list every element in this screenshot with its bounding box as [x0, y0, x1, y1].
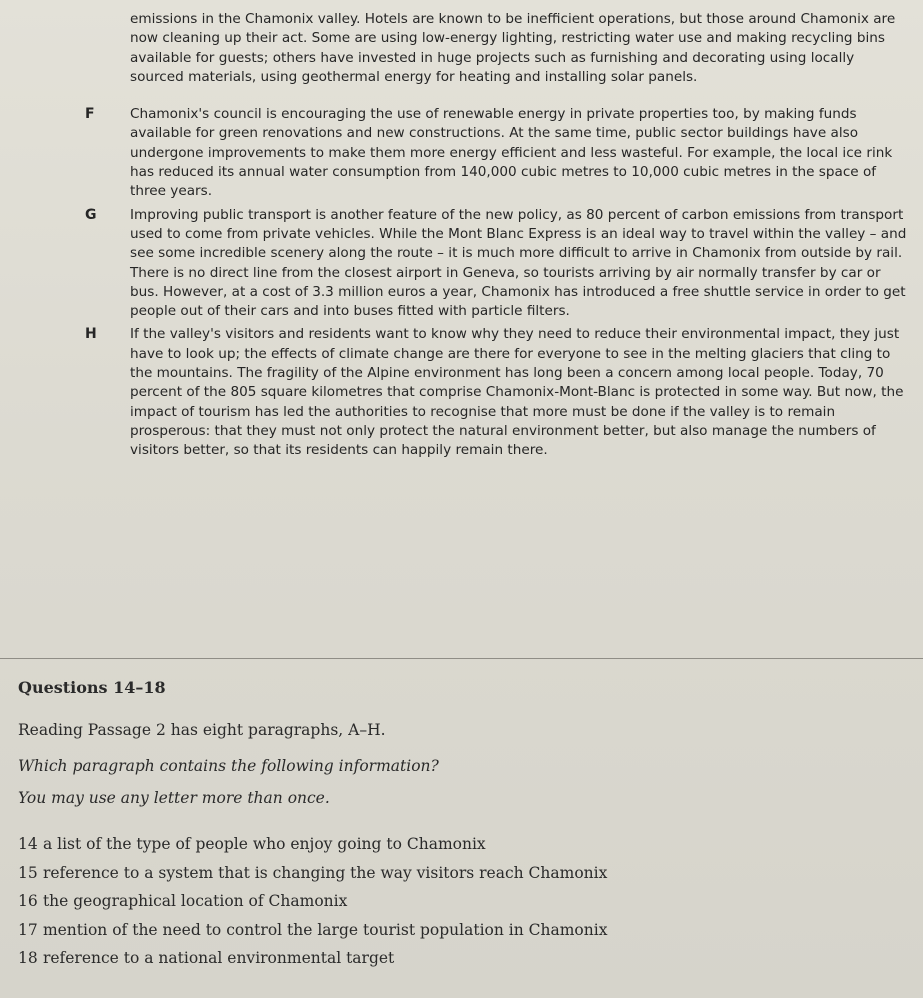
- paragraph-text: Chamonix's council is encouraging the use of renewable energy in private properties too, by making funds available for green renovations and new constructions. At the same time, public sector buildings have also undergone improvements to make them more energy efficient and less wasteful. For example, the local ice rink has reduced its annual water consumption from 140,000 cubic metres to 10,000 cubic metres in the space of three years.: [130, 106, 893, 200]
- paragraph-h: [40, 325, 910, 460]
- question-number: 15: [18, 863, 38, 882]
- question-number: 18: [18, 949, 38, 967]
- paragraph-text: Improving public transport is another feature of the new policy, as 80 percent of carbon emissions from transport used to come from private vehicles. While the Mont Blanc Express is an ideal way to travel within the valley – and see some incredible scenery along the route – it is much more difficult to arrive in Chamonix from outside by rail. There is no direct line from the closest airport in Geneva, so tourists arriving by air normally transfer by car or bus. However, at a cost of 3.3 million euros a year, Chamonix has introduced a free shuttle service in order to get people out of their cars and into buses fitted with particle filters.: [130, 206, 907, 320]
- question-number: 14: [18, 835, 38, 853]
- paragraph-letter: F: [85, 106, 95, 123]
- questions-instruction: Which paragraph contains the following information?: [18, 757, 439, 775]
- questions-note: You may use any letter more than once.: [18, 789, 330, 807]
- paragraph-letter: H: [85, 326, 97, 343]
- passage-intro-paragraph: emissions in the Chamonix valley. Hotels are known to be inefficient operations, but those around Chamonix are now cleaning up their act. Some are using low-energy lighting, restricting water use and making recycling bins available for guests; others have invested in huge projects such as furnishing and decorating using locally sourced materials, using geothermal energy for heating and installing solar panels.: [130, 11, 896, 85]
- question-item-15: [18, 864, 908, 882]
- question-text: the geographical location of Chamonix: [42, 892, 348, 910]
- question-list: [18, 835, 908, 967]
- question-text: reference to a system that is changing the way visitors reach Chamonix: [42, 863, 608, 882]
- question-item-16: [18, 892, 908, 910]
- question-item-18: [18, 949, 908, 967]
- paragraph-text: If the valley's visitors and residents want to know why they need to reduce their environmental impact, they just have to look up; the effects of climate change are there for everyone to see in the melting glaciers that cling to the mountains. The fragility of the Alpine environment has long been a concern among local people. Today, 70 percent of the 805 square kilometres that comprise Chamonix-Mont-Blanc is protected in some way. But now, the impact of tourism has led the authorities to recognise that more must be done if the valley is to remain prosperous: that they must not only protect the natural environment better, but also manage the numbers of visitors better, so that its residents can happily remain there.: [130, 326, 904, 459]
- question-number: 17: [18, 920, 38, 939]
- paragraph-g: [40, 206, 910, 322]
- paragraph-f: [40, 105, 910, 201]
- questions-heading: Questions 14–18: [18, 678, 166, 697]
- paragraph-letter: G: [85, 206, 97, 223]
- question-item-17: [18, 921, 908, 939]
- question-text: a list of the type of people who enjoy going to Chamonix: [42, 835, 486, 853]
- question-text: reference to a national environmental target: [42, 949, 395, 967]
- question-text: mention of the need to control the large tourist population in Chamonix: [42, 920, 608, 939]
- reading-passage: [40, 0, 910, 461]
- section-divider: [0, 658, 923, 659]
- questions-section: [18, 678, 908, 978]
- questions-intro: Reading Passage 2 has eight paragraphs, A–H.: [18, 721, 386, 739]
- question-number: 16: [18, 892, 38, 910]
- question-item-14: [18, 835, 908, 853]
